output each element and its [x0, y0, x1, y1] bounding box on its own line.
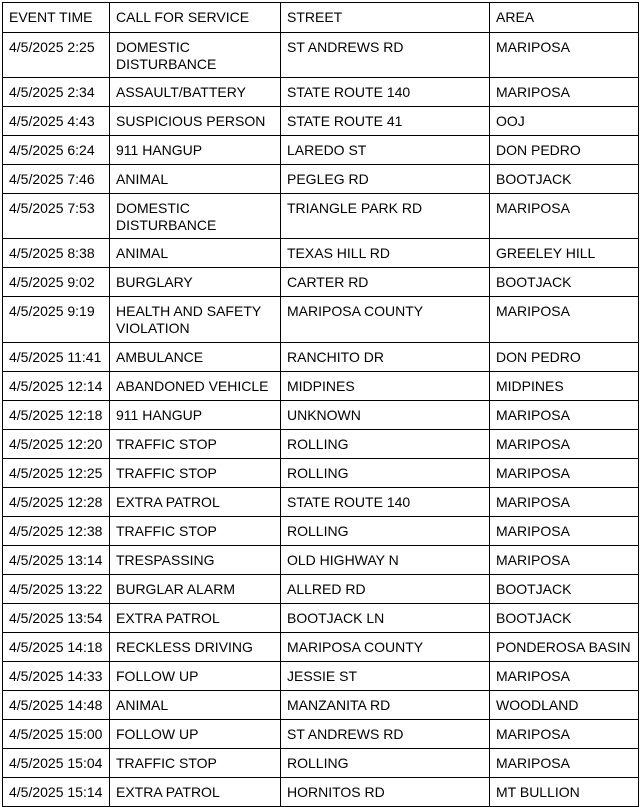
cell-area: MT BULLION [490, 778, 639, 807]
cell-area: MARIPOSA [490, 430, 639, 459]
table-row [3, 430, 639, 459]
cell-event-time: 4/5/2025 14:48 [3, 691, 110, 720]
table-row [3, 633, 639, 662]
cell-area: DON PEDRO [490, 136, 639, 165]
cell-area: MARIPOSA [490, 720, 639, 749]
cell-street: MARIPOSA COUNTY [281, 297, 490, 343]
table-row [3, 165, 639, 194]
cell-event-time: 4/5/2025 12:14 [3, 372, 110, 401]
cell-event-time: 4/5/2025 12:18 [3, 401, 110, 430]
table-row [3, 136, 639, 165]
cell-event-time: 4/5/2025 13:54 [3, 604, 110, 633]
cell-area: MARIPOSA [490, 78, 639, 107]
cell-area: MARIPOSA [490, 401, 639, 430]
cell-street: CARTER RD [281, 268, 490, 297]
table-row [3, 401, 639, 430]
cell-event-time: 4/5/2025 11:41 [3, 343, 110, 372]
table-row [3, 268, 639, 297]
cell-street: MIDPINES [281, 372, 490, 401]
cell-area: WOODLAND [490, 691, 639, 720]
cell-event-time: 4/5/2025 9:02 [3, 268, 110, 297]
cell-event-time: 4/5/2025 8:38 [3, 239, 110, 268]
cell-event-time: 4/5/2025 15:14 [3, 778, 110, 807]
cell-event-time: 4/5/2025 12:38 [3, 517, 110, 546]
cell-call-for-service: ANIMAL [110, 165, 281, 194]
table-row [3, 372, 639, 401]
table-row [3, 604, 639, 633]
table-row [3, 546, 639, 575]
cell-call-for-service: EXTRA PATROL [110, 778, 281, 807]
header-street: STREET [281, 3, 490, 33]
table-row [3, 749, 639, 778]
table-row [3, 575, 639, 604]
cell-call-for-service: BURGLAR ALARM [110, 575, 281, 604]
cell-street: STATE ROUTE 140 [281, 78, 490, 107]
cell-call-for-service: ABANDONED VEHICLE [110, 372, 281, 401]
table-row [3, 488, 639, 517]
table-row [3, 194, 639, 239]
cell-area: MIDPINES [490, 372, 639, 401]
cell-call-for-service: HEALTH AND SAFETY VIOLATION [110, 297, 281, 343]
table-row [3, 517, 639, 546]
table-row [3, 239, 639, 268]
cell-event-time: 4/5/2025 13:22 [3, 575, 110, 604]
cell-area: MARIPOSA [490, 662, 639, 691]
cell-event-time: 4/5/2025 2:34 [3, 78, 110, 107]
cell-call-for-service: DOMESTIC DISTURBANCE [110, 33, 281, 78]
cell-street: MARIPOSA COUNTY [281, 633, 490, 662]
cell-street: LAREDO ST [281, 136, 490, 165]
table-row [3, 343, 639, 372]
cell-call-for-service: TRAFFIC STOP [110, 459, 281, 488]
cell-street: STATE ROUTE 41 [281, 107, 490, 136]
cell-street: ST ANDREWS RD [281, 720, 490, 749]
cell-event-time: 4/5/2025 7:53 [3, 194, 110, 239]
table-row [3, 778, 639, 807]
cell-area: BOOTJACK [490, 575, 639, 604]
cell-call-for-service: 911 HANGUP [110, 401, 281, 430]
cell-call-for-service: AMBULANCE [110, 343, 281, 372]
cell-street: ROLLING [281, 430, 490, 459]
cell-area: OOJ [490, 107, 639, 136]
cell-area: GREELEY HILL [490, 239, 639, 268]
cell-area: MARIPOSA [490, 194, 639, 239]
cell-call-for-service: BURGLARY [110, 268, 281, 297]
cell-street: ROLLING [281, 749, 490, 778]
cell-event-time: 4/5/2025 14:33 [3, 662, 110, 691]
cell-street: BOOTJACK LN [281, 604, 490, 633]
cell-area: BOOTJACK [490, 165, 639, 194]
table-row [3, 720, 639, 749]
cell-street: STATE ROUTE 140 [281, 488, 490, 517]
cell-area: BOOTJACK [490, 268, 639, 297]
cell-call-for-service: FOLLOW UP [110, 720, 281, 749]
table-row [3, 691, 639, 720]
cell-event-time: 4/5/2025 14:18 [3, 633, 110, 662]
cell-area: MARIPOSA [490, 546, 639, 575]
cell-street: ST ANDREWS RD [281, 33, 490, 78]
cell-street: TEXAS HILL RD [281, 239, 490, 268]
table-row [3, 459, 639, 488]
cell-call-for-service: SUSPICIOUS PERSON [110, 107, 281, 136]
cell-area: MARIPOSA [490, 297, 639, 343]
cell-street: UNKNOWN [281, 401, 490, 430]
cell-event-time: 4/5/2025 12:20 [3, 430, 110, 459]
cell-area: BOOTJACK [490, 604, 639, 633]
cell-event-time: 4/5/2025 12:25 [3, 459, 110, 488]
cell-street: OLD HIGHWAY N [281, 546, 490, 575]
cell-area: MARIPOSA [490, 517, 639, 546]
cell-street: ROLLING [281, 459, 490, 488]
cell-call-for-service: TRAFFIC STOP [110, 517, 281, 546]
cell-event-time: 4/5/2025 4:43 [3, 107, 110, 136]
cell-event-time: 4/5/2025 15:04 [3, 749, 110, 778]
cell-event-time: 4/5/2025 12:28 [3, 488, 110, 517]
table-row [3, 33, 639, 78]
cell-area: MARIPOSA [490, 488, 639, 517]
header-call-for-service: CALL FOR SERVICE [110, 3, 281, 33]
cell-street: RANCHITO DR [281, 343, 490, 372]
cell-street: MANZANITA RD [281, 691, 490, 720]
call-log-table [2, 2, 639, 807]
cell-call-for-service: DOMESTIC DISTURBANCE [110, 194, 281, 239]
header-event-time: EVENT TIME [3, 3, 110, 33]
cell-area: PONDEROSA BASIN [490, 633, 639, 662]
cell-area: DON PEDRO [490, 343, 639, 372]
cell-event-time: 4/5/2025 2:25 [3, 33, 110, 78]
table-row [3, 78, 639, 107]
table-row [3, 107, 639, 136]
cell-event-time: 4/5/2025 9:19 [3, 297, 110, 343]
cell-call-for-service: RECKLESS DRIVING [110, 633, 281, 662]
cell-street: ALLRED RD [281, 575, 490, 604]
cell-area: MARIPOSA [490, 749, 639, 778]
cell-call-for-service: EXTRA PATROL [110, 604, 281, 633]
cell-call-for-service: TRAFFIC STOP [110, 749, 281, 778]
cell-call-for-service: TRAFFIC STOP [110, 430, 281, 459]
cell-area: MARIPOSA [490, 459, 639, 488]
cell-call-for-service: ANIMAL [110, 691, 281, 720]
cell-event-time: 4/5/2025 13:14 [3, 546, 110, 575]
cell-event-time: 4/5/2025 7:46 [3, 165, 110, 194]
header-row [3, 3, 639, 33]
cell-call-for-service: ASSAULT/BATTERY [110, 78, 281, 107]
cell-call-for-service: ANIMAL [110, 239, 281, 268]
cell-street: JESSIE ST [281, 662, 490, 691]
table-row [3, 662, 639, 691]
cell-call-for-service: FOLLOW UP [110, 662, 281, 691]
cell-area: MARIPOSA [490, 33, 639, 78]
cell-call-for-service: EXTRA PATROL [110, 488, 281, 517]
cell-event-time: 4/5/2025 6:24 [3, 136, 110, 165]
header-area: AREA [490, 3, 639, 33]
cell-street: ROLLING [281, 517, 490, 546]
cell-street: TRIANGLE PARK RD [281, 194, 490, 239]
cell-call-for-service: 911 HANGUP [110, 136, 281, 165]
table-row [3, 297, 639, 343]
cell-event-time: 4/5/2025 15:00 [3, 720, 110, 749]
cell-call-for-service: TRESPASSING [110, 546, 281, 575]
cell-street: PEGLEG RD [281, 165, 490, 194]
cell-street: HORNITOS RD [281, 778, 490, 807]
